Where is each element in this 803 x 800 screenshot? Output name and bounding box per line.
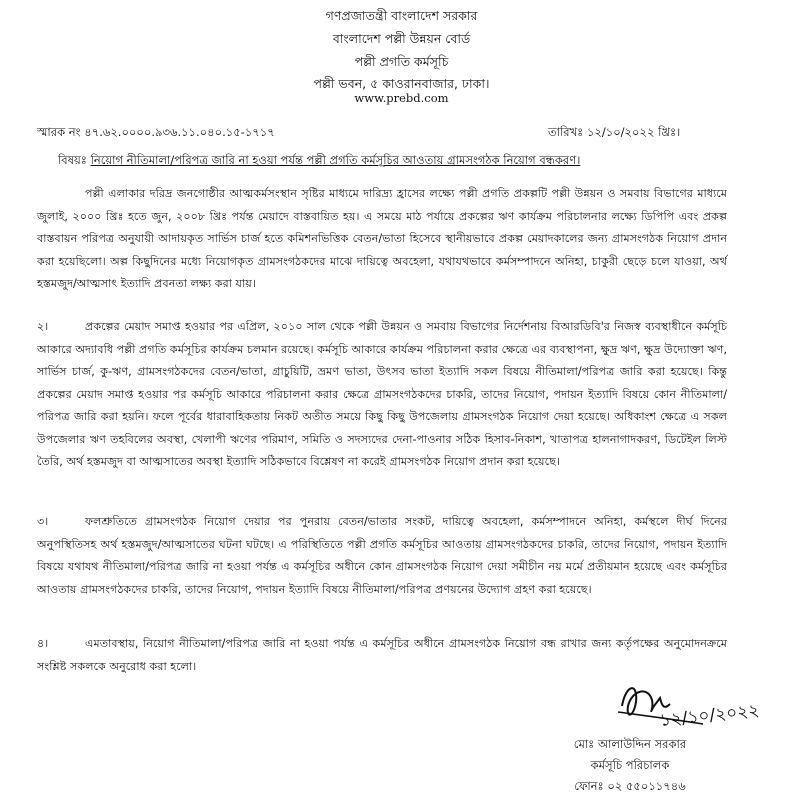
subject-line [58, 152, 580, 171]
paragraph-number: ২। [37, 320, 49, 333]
paragraph-2 [37, 316, 727, 474]
signatory-name: মোঃ আলাউদ্দিন সরকার [573, 737, 687, 751]
govt-header: গণপ্রজাতন্ত্রী বাংলাদেশ সরকার [325, 8, 478, 23]
paragraph-number: ৪। [37, 637, 49, 650]
program-name: পল্লী প্রগতি কর্মসূচি [354, 54, 449, 69]
paragraph-text: এমতাবস্থায়, নিয়োগ নীতিমালা/পরিপত্র জারি না হওয়া পর্যন্ত এ কর্মসূচির অধীনে গ্রামসংগঠক নিয়োগ বন্ধ রাখার জন্য কর্তৃপক্ষের অনুমোদনক্রমে সংশ্লিষ্ট সকলকে অনুরোধ করা হলো। [37, 637, 727, 673]
board-name: বাংলাদেশ পল্লী উন্নয়ন বোর্ড [332, 31, 471, 46]
handwritten-date: ১২/১০/২০২২ [658, 700, 761, 731]
paragraph-number: ৩। [37, 515, 49, 528]
paragraph-text: পল্লী এলাকার দরিদ্র জনগোষ্ঠীর আত্মকর্মসংস্থান সৃষ্টির মাধ্যমে দারিদ্র্য হ্রাসের লক্ষ্যে পল্লী প্রগতি প্রকল্পটি পল্লী উন্নয়ন ও সমবায় বিভাগের মাধ্যমে জুলাই, ২০০০ খ্রিঃ হতে জুন, ২০০৮ খ্রিঃ পর্যন্ত মেয়াদে বাস্তবায়িত হয়। এ সময়ে মাঠ পর্যায়ে প্রকল্পের ঋণ কার্যক্রম পরিচালনার লক্ষ্যে ডিপিপি এবং প্রকল্প বাস্তবায়ন পরিপত্র অনুযায়ী আদায়কৃত সার্ভিস চার্জ হতে কমিশনভিত্তিক বেতন/ভাতা হিসেবে স্থানীয়ভাবে প্রকল্প মেয়াদকালের জন্য গ্রামসংগঠক নিয়োগ প্রদান করা হয়েছিলো। অল্প কিছুদিনের মধ্যে নিয়োগকৃত গ্রামসংগঠকদের মাঝে দায়িত্বে অবহেলা, যথাযথভাবে কর্মসম্পাদনে অনিহা, চাকুরী ছেড়ে চলে যাওয়া, অর্থ হস্তমজুদ/আত্মসাৎ ইত্যাদি প্রবনতা লক্ষ্য করা যায়। [37, 187, 727, 290]
paragraph-text: ফলশ্রুতিতে গ্রামসংগঠক নিয়োগ দেয়ার পর পুনরায় বেতন/ভাতার সংকট, দায়িত্বে অবহেলা, কর্মসম্পাদনে অনিহা, কর্মস্থলে দীর্ঘ দিনের অনুপস্থিতিসহ অর্থ হস্তমজুদ/আত্মসাতের ঘটনা ঘটছে। এ পরিস্থিতিতে পল্লী প্রগতি কর্মসূচির আওতায় গ্রামসংগঠকদের চাকরি, তাদের নিয়োগ, পদায়ন ইত্যাদি বিষয়ে যথাযথ নীতিমালা/পরিপত্র জারি না হওয়া পর্যন্ত এ কর্মসূচির অধীনে কোন গ্রামসংগঠক নিয়োগ দেয়া সমীচীন নয় মর্মে প্রতীয়মান হয়েছে এবং কর্মসূচির আওতায় গ্রামসংগঠকদের চাকরি, তাদের নিয়োগ, পদায়ন ইত্যাদি বিষয়ে নীতিমালা/পরিপত্র প্রণয়নের উদ্যোগ গ্রহণ করা হয়েছে। [37, 515, 728, 596]
paragraph-1 [37, 183, 727, 296]
office-address: পল্লী ভবন, ৫ কাওরানবাজার, ঢাকা। [313, 76, 490, 91]
signatory-designation: কর্মসূচি পরিচালক [590, 758, 670, 772]
website-link[interactable]: www.prebd.com [354, 91, 449, 105]
issue-date: তারিখঃ ১২/১০/২০২২ খ্রিঃ। [548, 125, 681, 139]
memo-number: স্মারক নং ৪৭.৬২.০০০০.৯৩৬.১১.০৪০.১৫-১৭১৭ [37, 125, 275, 139]
signatory-phone: ফোনঃ ০২ ৫৫০১১৭৪৬ [574, 779, 686, 793]
paragraph-text: প্রকল্পের মেয়াদ সমাপ্ত হওয়ার পর এপ্রিল, ২০১০ সাল থেকে পল্লী উন্নয়ন ও সমবায় বিভাগের নির্দেশনায় বিআরডিবি'র নিজস্ব ব্যবস্থাধীনে কর্মসূচি আকারে অদ্যাবধি পল্লী প্রগতি কর্মসূচির কার্যক্রম চলমান রয়েছে। কর্মসূচি আকারে কার্যক্রম পরিচালনা করার ক্ষেত্রে এর ব্যবস্থাপনা, ক্ষুদ্র ঋণ, ক্ষুদ্র উদ্যোক্তা ঋণ, সার্ভিস চার্জ, কু-ঋণ, গ্রামসংগঠকদের বেতন/ভাতা, গ্রাচুয়িটি, ভ্রমণ ভাতা, উৎসব ভাতা ইত্যাদি সকল বিষয়ে নীতিমালা/পরিপত্র জারি করা হয়েছে। কিন্তু প্রকল্পের মেয়াদ সমাপ্ত হওয়ার পর কর্মসূচি আকারে পরিচালনা করার ক্ষেত্রে গ্রামসংগঠকদের চাকরি, তাদের নিয়োগ, পদায়ন ইত্যাদি বিষয়ে কোন নীতিমালা/পরিপত্র জারি করা হয়নি। ফলে পূর্বের ধারাবাহিকতায় নিকট অতীত সময়ে কিছু কিছু উপজেলায় গ্রামসংগঠক নিয়োগ দেয়া হয়েছে। অধিকাংশ ক্ষেত্রে এ সকল উপজেলার ঋণ তহবিলের অবস্থা, খেলাপী ঋণের পরিমাণ, সমিতি ও সদস্যদের দেনা-পাওনার সঠিক হিসাব-নিকাশ, খাতাপত্র হালনাগাদকরণ, ডিটেইল লিস্ট তৈরি, অর্থ হস্তমজুদ বা আত্মসাতের অবস্থা ইত্যাদি সঠিকভাবে বিশ্লেষণ না করেই গ্রামসংগঠক নিয়োগ প্রদান করা হয়েছে। [37, 320, 727, 468]
paragraph-3 [37, 511, 727, 601]
subject-text: নিয়োগ নীতিমালা/পরিপত্র জারি না হওয়া পর্যন্ত পল্লী প্রগতি কর্মসূচির আওতায় গ্রামসংগঠক নিয়োগ বন্ধকরণ। [90, 153, 581, 167]
paragraph-4 [37, 633, 727, 678]
subject-label: বিষয়ঃ [58, 153, 87, 167]
